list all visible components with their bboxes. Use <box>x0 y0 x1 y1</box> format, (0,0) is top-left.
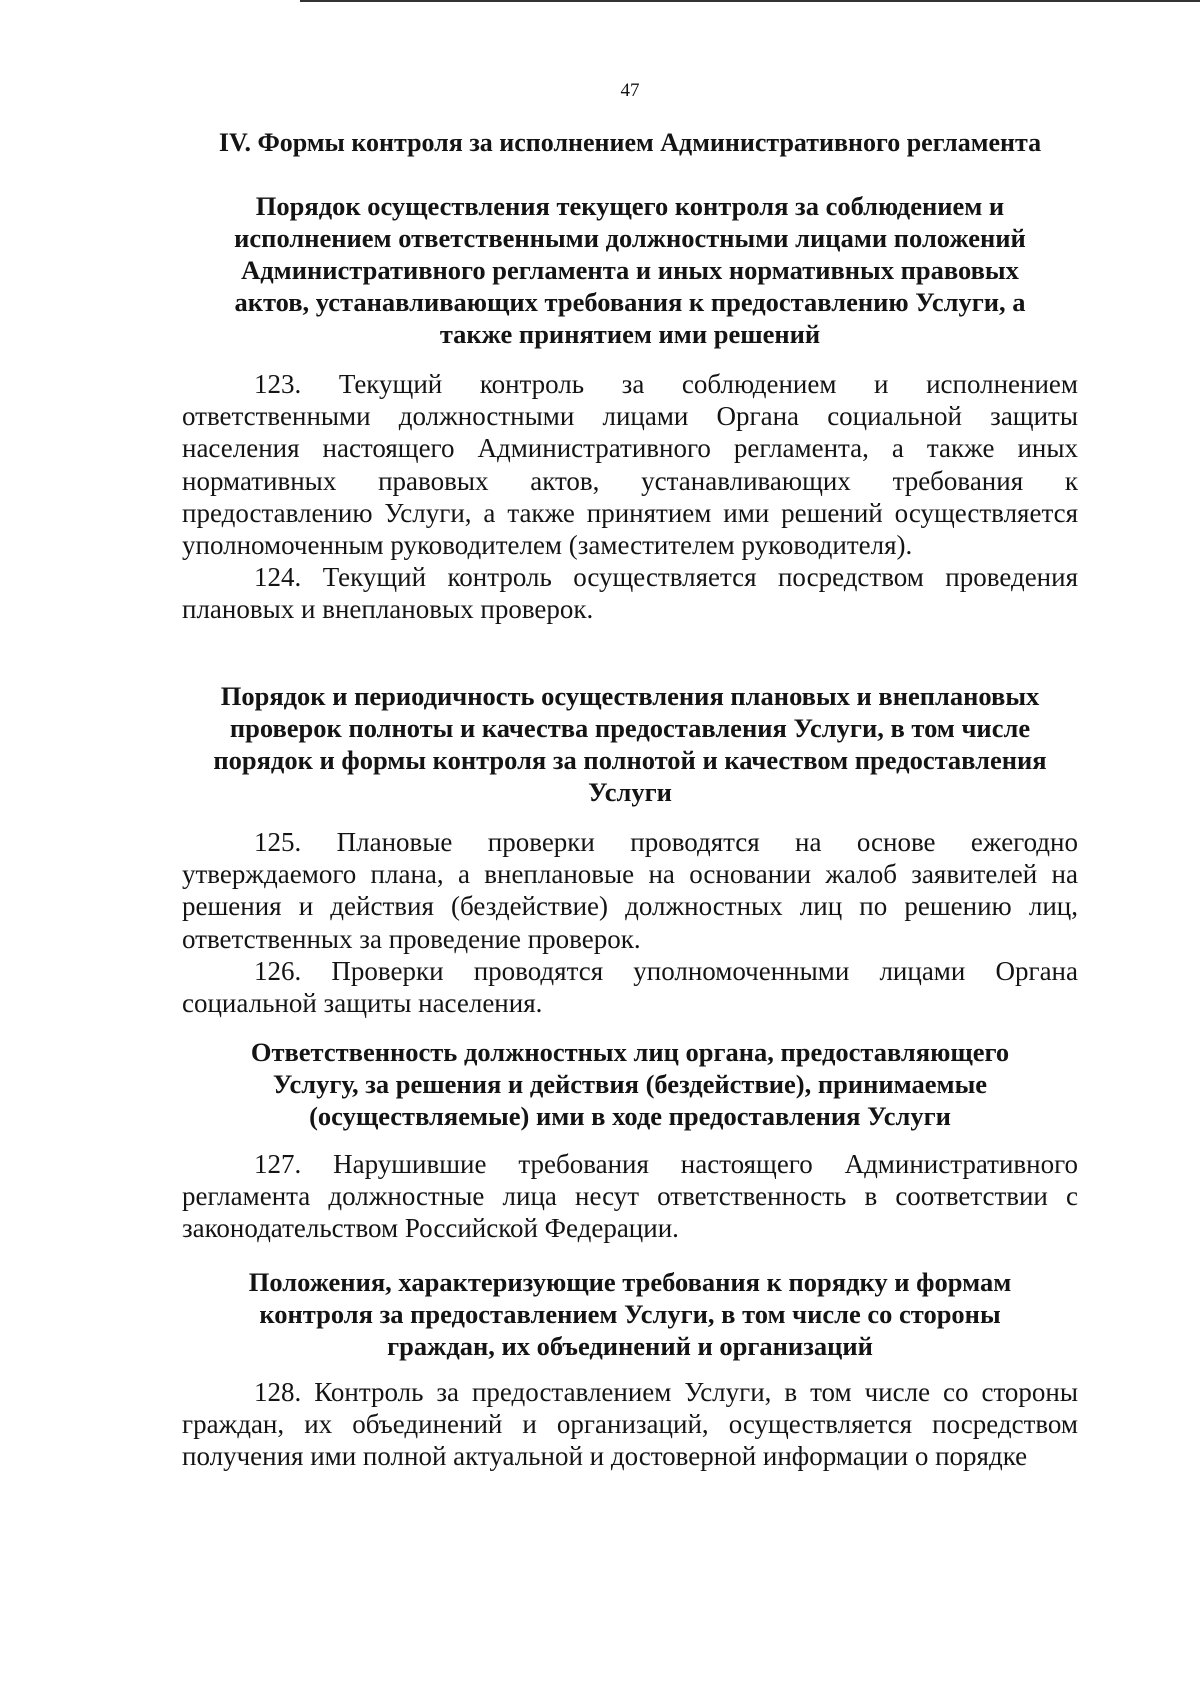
subsection-heading-citizen-control <box>182 1266 1078 1362</box>
subsection-heading-inspections <box>182 680 1078 808</box>
subsection-heading-current-control <box>182 190 1078 350</box>
top-border-line <box>300 0 1200 2</box>
heading-line: Порядок и периодичность осуществления плановых и внеплановых <box>220 681 1040 711</box>
paragraph-128: 128. Контроль за предоставлением Услуги, в том числе со стороны граждан, их объединений и организаций, осуществляется посредством получения ими полной актуальной и достоверной информации о порядке <box>182 1377 1078 1472</box>
paragraph-123: 123. Текущий контроль за соблюдением и исполнением ответственными должностными лицами Органа социальной защиты населения настоящего Административного регламента, а также иных нормативных правовых актов, устанавливающих требования к предоставлению Услуги, а также принятием ими решений осуществляется уполномоченным руководителем (заместителем руководителя). <box>182 369 1078 561</box>
section-title: IV. Формы контроля за исполнением Административного регламента <box>218 128 1042 157</box>
heading-line: Порядок осуществления текущего контроля за соблюдением и <box>255 191 1005 221</box>
subsection-body-inspections <box>182 826 1078 1019</box>
heading-line: актов, устанавливающих требования к предоставлению Услуги, а <box>234 287 1026 317</box>
heading-line: Ответственность должностных лиц органа, предоставляющего <box>250 1037 1010 1067</box>
subsection-heading-responsibility <box>182 1036 1078 1132</box>
heading-line: исполнением ответственными должностными лицами положений <box>234 223 1026 253</box>
heading-line: также принятием ими решений <box>439 319 821 349</box>
paragraph-125: 125. Плановые проверки проводятся на основе ежегодно утверждаемого плана, а внеплановые на основании жалоб заявителей на решения и действия (бездействие) должностных лиц по решению лиц, ответственных за проведение проверок. <box>182 827 1078 954</box>
heading-line: Административного регламента и иных нормативных правовых <box>241 255 1019 285</box>
heading-line: граждан, их объединений и организаций <box>387 1331 873 1361</box>
page-number: 47 <box>620 80 640 101</box>
heading-line: порядок и формы контроля за полнотой и качеством предоставления <box>213 745 1047 775</box>
subsection-body-responsibility <box>182 1148 1078 1245</box>
heading-line: Положения, характеризующие требования к порядку и формам <box>248 1267 1012 1297</box>
heading-line: проверок полноты и качества предоставления Услуги, в том числе <box>229 713 1031 743</box>
paragraph-126: 126. Проверки проводятся уполномоченными лицами Органа социальной защиты населения. <box>182 955 1078 1019</box>
subsection-body-current-control <box>182 368 1078 626</box>
paragraph-124: 124. Текущий контроль осуществляется посредством проведения плановых и внеплановых проверок. <box>182 562 1078 625</box>
heading-line: Услугу, за решения и действия (бездействие), принимаемые <box>272 1069 988 1099</box>
subsection-body-citizen-control <box>182 1376 1078 1473</box>
heading-line: контроля за предоставлением Услуги, в том числе со стороны <box>259 1299 1001 1329</box>
paragraph-127: 127. Нарушившие требования настоящего Административного регламента должностные лица несут ответственность в соответствии с законодательством Российской Федерации. <box>182 1149 1078 1244</box>
heading-line: Услуги <box>588 777 672 807</box>
heading-line: (осуществляемые) ими в ходе предоставления Услуги <box>309 1101 951 1131</box>
